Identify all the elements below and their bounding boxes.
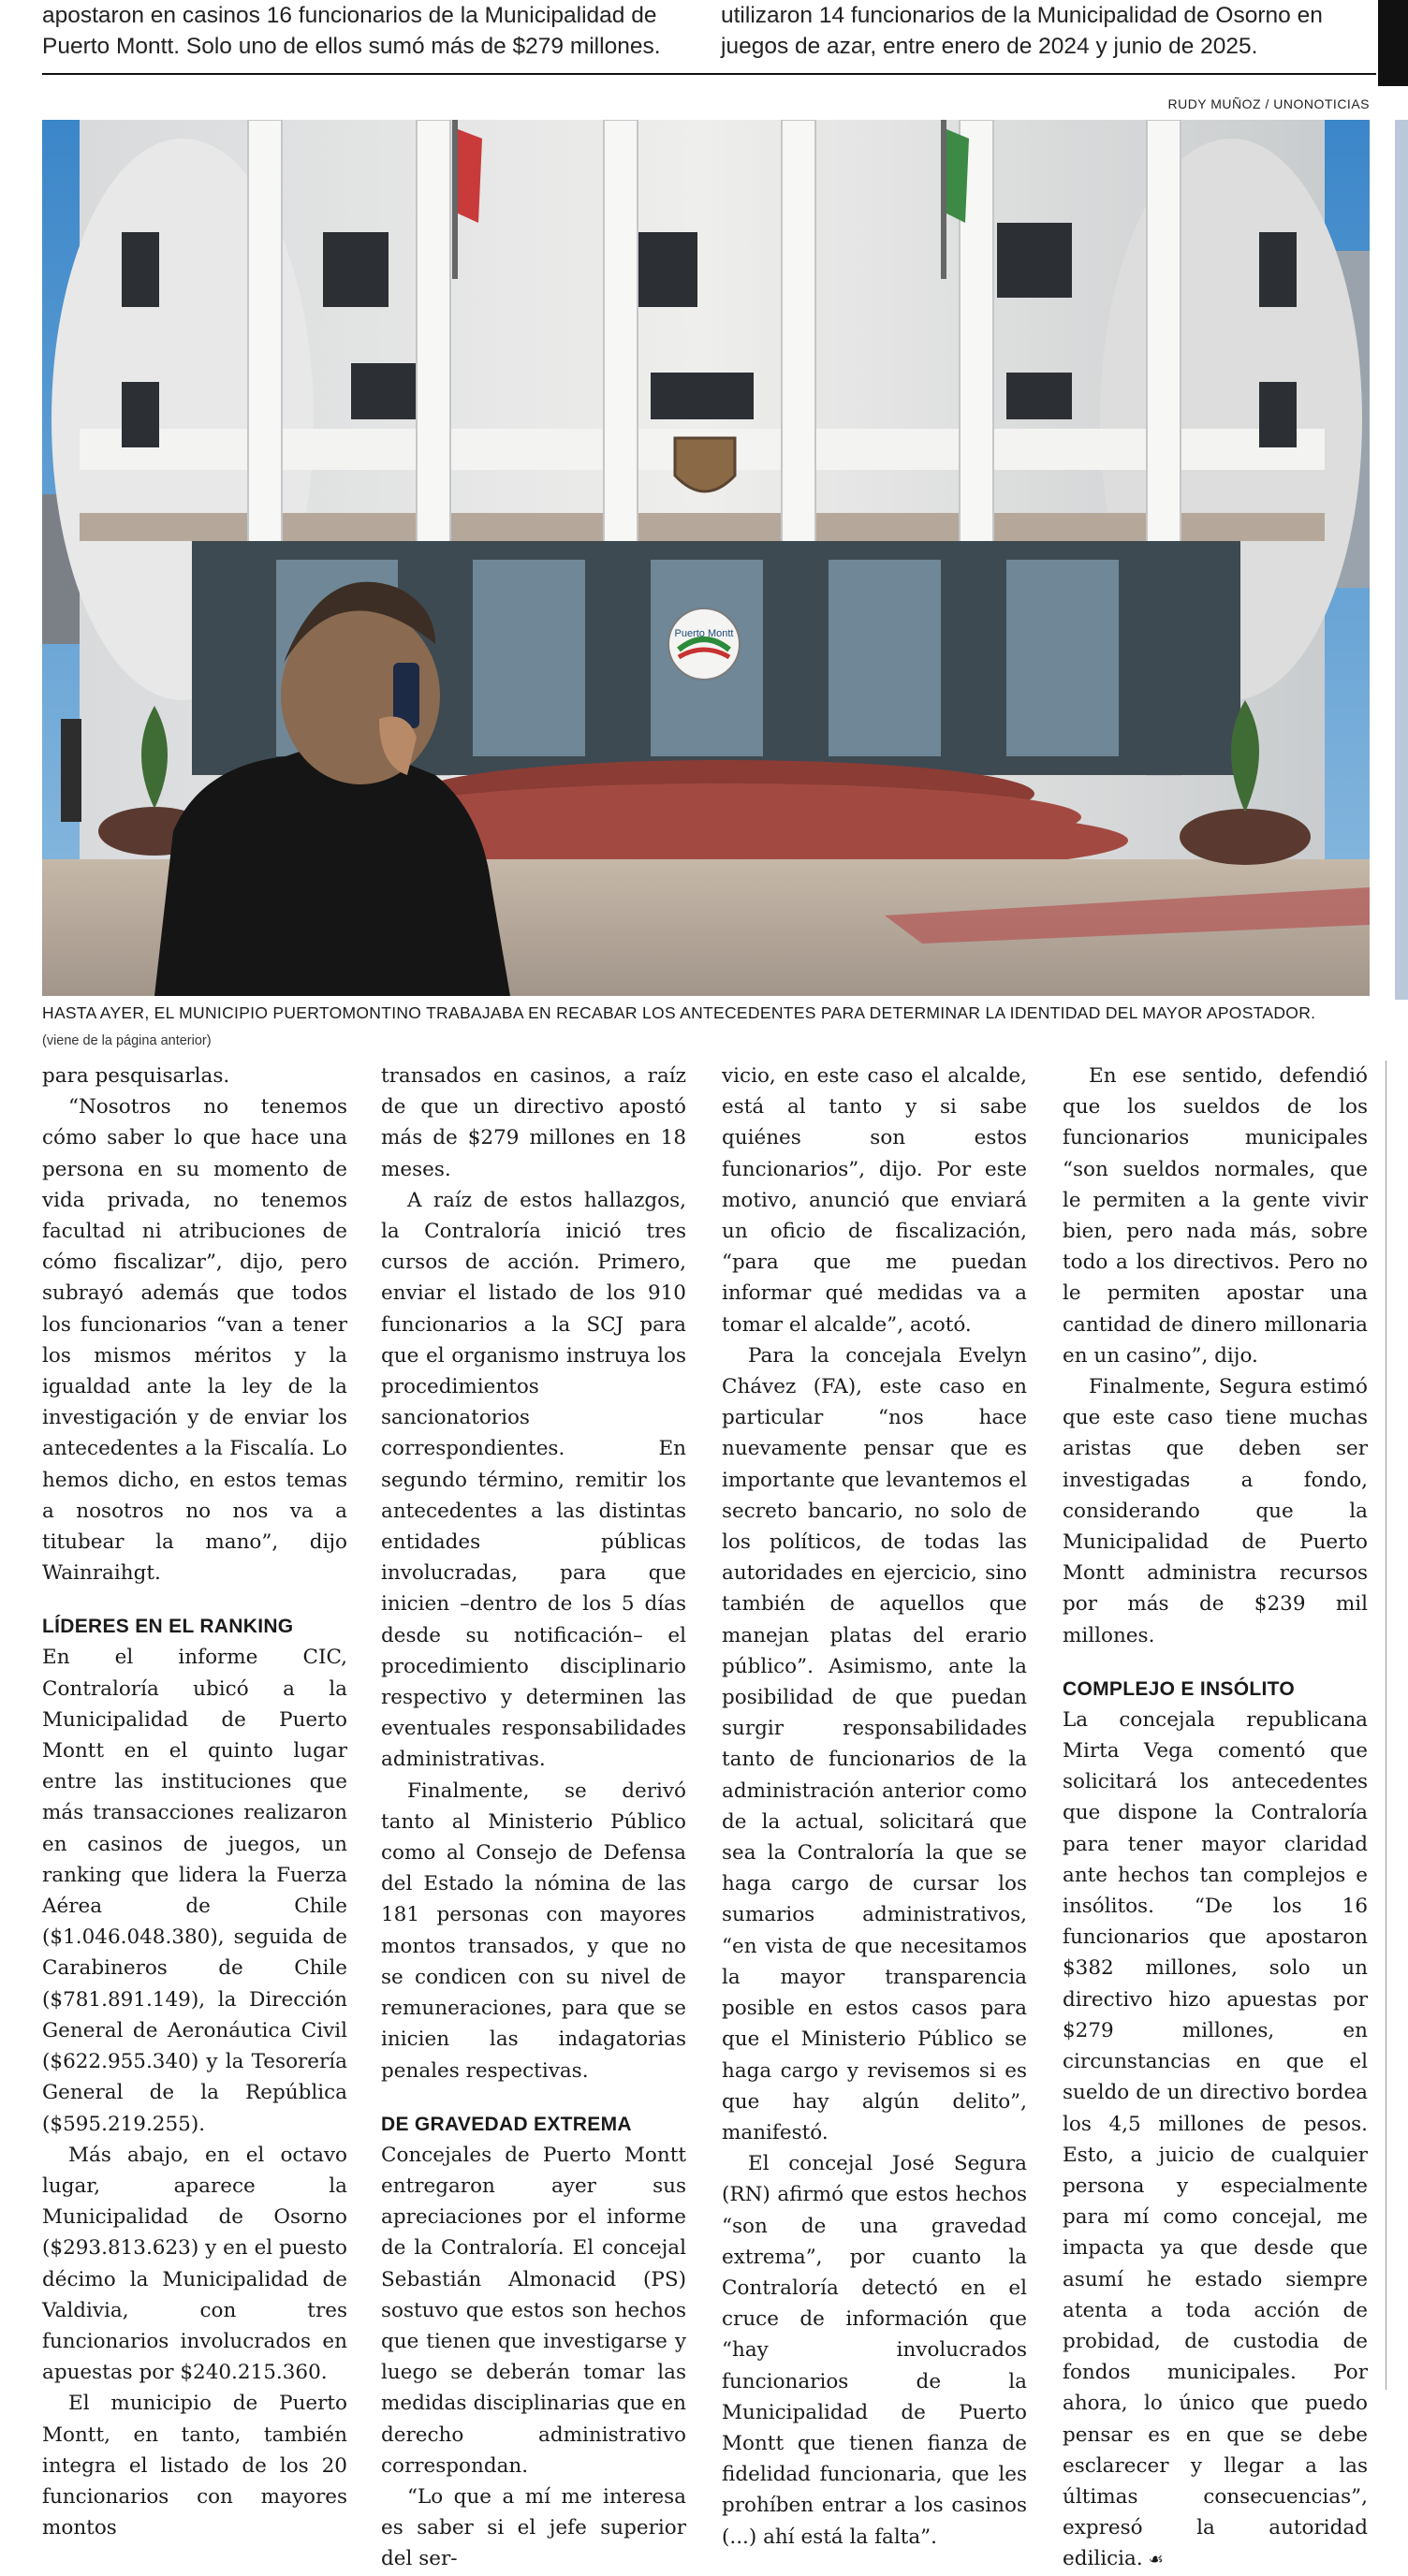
photo-credit: RUDY MUÑOZ / UNONOTICIAS (1167, 96, 1370, 111)
paragraph: Más abajo, en el octavo lugar, aparece la Municipalidad de Osorno ($293.813.623) y en el puesto décimo la Municipalidad de Valdivia, con tres funcionarios involucrados en apuestas por $240.215.360. (42, 2143, 347, 2385)
top-divider (42, 73, 1376, 75)
column-2 (381, 1061, 686, 2575)
page-edge-bar (1378, 0, 1408, 86)
column-4 (1063, 1061, 1368, 2576)
paragraph: En el informe CIC, Contraloría ubicó a la Municipalidad de Puerto Montt en el quinto lugar entre las instituciones que más transacciones realizaron en casinos de juegos, un ranking que lidera la Fuerza Aérea de Chile ($1.046.048.380), seguida de Carabineros de Chile ($781.891.149), la Dirección General de Aeronáutica Civil ($622.955.340) y la Tesorería General de la República ($595.219.255). (42, 1646, 347, 2136)
deck-right: utilizaron 14 funcionarios de la Municipalidad de Osorno en juegos de azar, entre enero de 2024 y junio de 2025. (721, 3, 1323, 59)
paragraph-text: La concejala republicana Mirta Vega comentó que solicitará los antecedentes que dispone la Contraloría para tener mayor claridad ante hechos tan complejos e insólitos. “De los 16 funcionarios que apostaron $382 millones, solo un directivo hizo apuestas por $279 millones, en circunstancias en que el sueldo de un directivo bordea los 4,5 millones de pesos. Esto, a juicio de cualquier persona y especialmente para mí como concejal, me impacta ya que desde que asumí he estado siempre atenta a toda acción de probidad, de custodia de fondos municipales. Por ahora, lo único que puedo pensar es en que se debe esclarecer y llegar a las últimas consecuencias”, expresó la autoridad edilicia. (1063, 1707, 1368, 2571)
paragraph: En ese sentido, defendió que los sueldos de los funcionarios municipales “son sueldos normales, que le permiten a la gente vivir bien, pero nada más, sobre todo a los directivos. Pero no le permiten apostar una cantidad de dinero millonaria en un casino”, dijo. (1063, 1064, 1368, 1368)
column-3 (722, 1061, 1027, 2553)
subheading-leaders: LÍDERES EN EL RANKING (42, 1616, 294, 1638)
paragraph: Finalmente, se derivó tanto al Ministerio Público como al Consejo de Defensa del Estado la nómina de las 181 personas con mayores montos transados, y que no se condicen con su nivel de remuneraciones, para que se inicien las indagatorias penales respectivas. (381, 1778, 686, 2083)
paragraph: Concejales de Puerto Montt entregaron ayer sus apreciaciones por el informe de la Contraloría. El concejal Sebastián Almonacid (PS) sostuvo que estos son hechos que tienen que investigarse y luego se deberán tomar las medidas disciplinarias que en derecho administrativo correspondan. (381, 2143, 686, 2478)
deck-left: apostaron en casinos 16 funcionarios de la Municipalidad de Puerto Montt. Solo uno de ellos sumó más de $279 millones. (42, 3, 661, 59)
subheading-gravity: DE GRAVEDAD EXTREMA (381, 2113, 632, 2135)
continued-note: (viene de la página anterior) (42, 1033, 212, 1048)
paragraph: El municipio de Puerto Montt, en tanto, también integra el listado de los 20 funcionarios con mayores montos (42, 2392, 347, 2540)
paragraph: El concejal José Segura (RN) afirmó que estos hechos “son de una gravedad extrema”, por cuanto la Contraloría detectó en el cruce de información que “hay involucrados funcionarios de la Municipalidad de Puerto Montt que tienen fianza de fidelidad funcionaria, que les prohíben entrar a los casinos (...) ahí está la falta”. (722, 2152, 1027, 2549)
paragraph: Para la concejala Evelyn Chávez (FA), este caso en particular “nos hace nuevamente pensar que es importante que levantemos el secreto bancario, no solo de los políticos, de todas las autoridades en ejercicio, sino también de aquellos que manejan platas del erario público”. Asimismo, ante la posibilidad de que puedan surgir responsabilidades tanto de funcionarios de la administración anterior como de la actual, solicitará que sea la Contraloría la que se haga cargo de cursar los sumarios administrativos, “en vista de que necesitamos la mayor transparencia posible en estos casos para que el Ministerio Público se haga cargo y revisemos si es que hay algún delito”, manifestó. (722, 1343, 1027, 2144)
subheading-complex: COMPLEJO E INSÓLITO (1063, 1677, 1296, 1700)
paragraph: “Nosotros no tenemos cómo saber lo que hace una persona en su momento de vida privada, no tenemos facultad ni atribuciones de cómo fiscalizar”, dijo, pero subrayó además que todos los funcionarios “van a tener los mismos méritos y la igualdad ante la ley de la investigación y de enviar los antecedentes a la Fiscalía. Lo hemos dicho, en estos temas a nosotros no nos va a titubear la mano”, dijo Wainraihgt. (42, 1095, 347, 1586)
town-hall-photo (42, 120, 1370, 996)
paragraph: Finalmente, Segura estimó que este caso tiene muchas aristas que deben ser investigadas a fondo, considerando que la Municipalidad de Puerto Montt administra recursos por más de $239 mil millones. (1063, 1375, 1368, 1647)
municipal-sign-text: Puerto Montt (674, 628, 734, 639)
paragraph: transados en casinos, a raíz de que un directivo apostó más de $279 millones en 18 meses. (381, 1064, 686, 1181)
paragraph: vicio, en este caso el alcalde, está al tanto y si sabe quiénes son estos funcionarios”, dijo. Por este motivo, anunció que enviará un oficio de fiscalización, “para que me puedan informar qué medidas va a tomar el alcalde”, acotó. (722, 1064, 1027, 1337)
article-body (42, 1061, 1370, 2571)
adjacent-page-sliver (1395, 120, 1408, 2422)
photo-caption: HASTA AYER, EL MUNICIPIO PUERTOMONTINO TRABAJABA EN RECABAR LOS ANTECEDENTES PARA DETERMINAR LA IDENTIDAD DEL MAYOR APOSTADOR. (42, 1003, 1316, 1022)
paragraph: “Lo que a mí me interesa es saber si el jefe superior del ser- (381, 2484, 686, 2571)
end-mark-icon: ☙ (1148, 2550, 1164, 2569)
paragraph: para pesquisarlas. (42, 1064, 230, 1088)
column-1 (42, 1061, 347, 2543)
paragraph (1063, 1705, 1368, 2576)
paragraph: A raíz de estos hallazgos, la Contraloría inició tres cursos de acción. Primero, enviar el listado de los 910 funcionarios a la SCJ para que el organismo instruya los procedimientos sancionatorios correspondientes. En segundo término, remitir los antecedentes a las distintas entidades públicas involucradas, para que inicien –dentro de los 5 días desde su notificación– el procedimiento disciplinario respectivo y determinen las eventuales responsabilidades administrativas. (381, 1188, 686, 1772)
